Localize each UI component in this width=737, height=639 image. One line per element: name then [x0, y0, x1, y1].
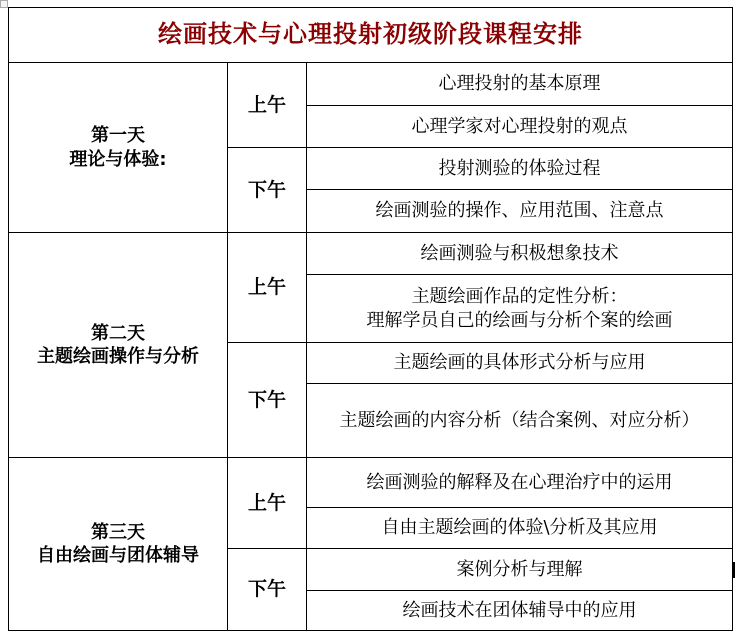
day-theme: 自由绘画与团体辅导 — [37, 545, 199, 566]
topic-cell: 心理投射的基本原理 — [307, 63, 733, 106]
corner-marker — [0, 0, 8, 8]
course-schedule-table — [8, 7, 733, 631]
day-2-afternoon: 下午 — [228, 343, 307, 458]
day-1-morning: 上午 — [228, 63, 307, 148]
day-2-morning: 上午 — [228, 233, 307, 343]
table-title: 绘画技术与心理投射初级阶段课程安排 — [9, 8, 733, 63]
day-2-cell — [9, 233, 228, 458]
topic-line: 理解学员自己的绘画与分析个案的绘画 — [366, 309, 673, 331]
topic-cell: 主题绘画的具体形式分析与应用 — [307, 343, 733, 384]
topic-cell — [307, 275, 733, 343]
day-label: 第二天 — [91, 322, 145, 344]
edge-marker — [733, 562, 735, 578]
topic-cell: 绘画测验的解释及在心理治疗中的运用 — [307, 458, 733, 508]
topic-cell: 主题绘画的内容分析（结合案例、对应分析） — [307, 384, 733, 458]
day-label: 第三天 — [91, 521, 145, 543]
day-3-afternoon: 下午 — [228, 549, 307, 631]
topic-cell: 绘画测验与积极想象技术 — [307, 233, 733, 275]
topic-cell: 绘画技术在团体辅导中的应用 — [307, 591, 733, 631]
day-1-afternoon: 下午 — [228, 148, 307, 233]
topic-cell: 心理学家对心理投射的观点 — [307, 106, 733, 148]
day-1-cell — [9, 63, 228, 233]
topic-cell: 绘画测验的操作、应用范围、注意点 — [307, 190, 733, 233]
day-label: 第一天 — [91, 125, 145, 147]
day-theme: 主题绘画操作与分析 — [37, 346, 199, 367]
day-theme: 理论与体验: — [69, 148, 167, 170]
day-3-cell — [9, 458, 228, 631]
topic-line: 主题绘画作品的定性分析： — [411, 286, 628, 308]
day-3-morning: 上午 — [228, 458, 307, 549]
topic-cell: 案例分析与理解 — [307, 549, 733, 591]
topic-cell: 自由主题绘画的体验\分析及其应用 — [307, 508, 733, 549]
topic-cell: 投射测验的体验过程 — [307, 148, 733, 190]
